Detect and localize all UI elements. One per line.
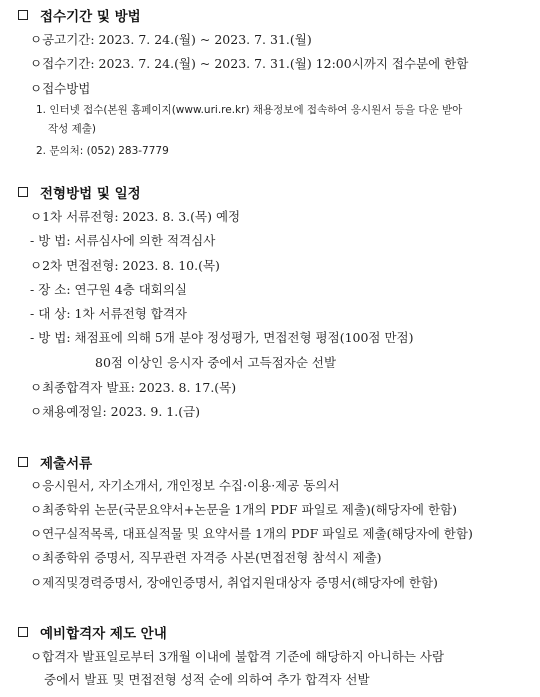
document-item: ㅇ최종학위 증명서, 직무관련 자격증 사본(면접전형 참석시 제출) xyxy=(30,550,382,565)
hire-date-line: ㅇ채용예정일: 2023. 9. 1.(금) xyxy=(30,404,201,419)
checkbox-square-icon xyxy=(18,10,28,20)
checkbox-square-icon xyxy=(18,457,28,467)
reserve-rule-line: ㅇ합격자 발표일로부터 3개월 이내에 불합격 기준에 해당하지 아니하는 사람 xyxy=(30,649,445,664)
checkbox-square-icon xyxy=(18,187,28,197)
section-heading-reserve xyxy=(18,622,167,642)
section-title: 예비합격자 제도 안내 xyxy=(40,626,167,642)
interview-date-line: ㅇ2차 면접전형: 2023. 8. 10.(목) xyxy=(30,258,220,273)
document-item: ㅇ응시원서, 자기소개서, 개인정보 수집·이용·제공 동의서 xyxy=(30,478,340,493)
interview-target-line: - 대 상: 1차 서류전형 합격자 xyxy=(30,306,188,321)
document-item: ㅇ제직및경력증명서, 장애인증명서, 취업지원대상자 증명서(해당자에 한함) xyxy=(30,575,438,590)
document-screening-line: ㅇ1차 서류전형: 2023. 8. 3.(목) 예정 xyxy=(30,209,241,224)
notice-period-line: ㅇ공고기간: 2023. 7. 24.(월) ~ 2023. 7. 31.(월) xyxy=(30,32,312,47)
section-title: 제출서류 xyxy=(40,456,93,472)
section-heading-selection xyxy=(18,182,141,202)
section-heading-documents xyxy=(18,452,92,472)
online-application-line: 1. 인터넷 접수(본원 홈페이지(www.uri.re.kr) 채용정보에 접속하여 응시원서 등을 다운 받아 xyxy=(36,104,463,116)
document-item: ㅇ연구실적목록, 대표실적물 및 요약서를 1개의 PDF 파일로 제출(해당자에 한함) xyxy=(30,526,473,541)
document-item: ㅇ최종학위 논문(국문요약서+논문을 1개의 PDF 파일로 제출)(해당자에 한함) xyxy=(30,502,457,517)
section-heading-application xyxy=(18,5,141,25)
section-title: 접수기간 및 방법 xyxy=(40,9,141,25)
online-application-cont-line: 작성 제출) xyxy=(48,123,97,135)
application-method-line: ㅇ접수방법 xyxy=(30,81,91,96)
final-result-line: ㅇ최종합격자 발표: 2023. 8. 17.(목) xyxy=(30,380,237,395)
checkbox-square-icon xyxy=(18,627,28,637)
contact-line: 2. 문의처: (052) 283-7779 xyxy=(36,145,169,157)
section-title: 전형방법 및 일정 xyxy=(40,186,141,202)
interview-place-line: - 장 소: 연구원 4층 대회의실 xyxy=(30,282,188,297)
application-period-line: ㅇ접수기간: 2023. 7. 24.(월) ~ 2023. 7. 31.(월) 12:00시까지 접수분에 한함 xyxy=(30,56,469,71)
interview-method-cont-line: 80점 이상인 응시자 중에서 고득점자순 선발 xyxy=(95,355,337,370)
reserve-rule-cont-line: 중에서 발표 및 면접전형 성적 순에 의하여 추가 합격자 선발 xyxy=(44,672,370,687)
document-method-line: - 방 법: 서류심사에 의한 적격심사 xyxy=(30,233,216,248)
interview-method-line: - 방 법: 채점표에 의해 5개 분야 정성평가, 면접전형 평점(100점 만점) xyxy=(30,330,414,345)
